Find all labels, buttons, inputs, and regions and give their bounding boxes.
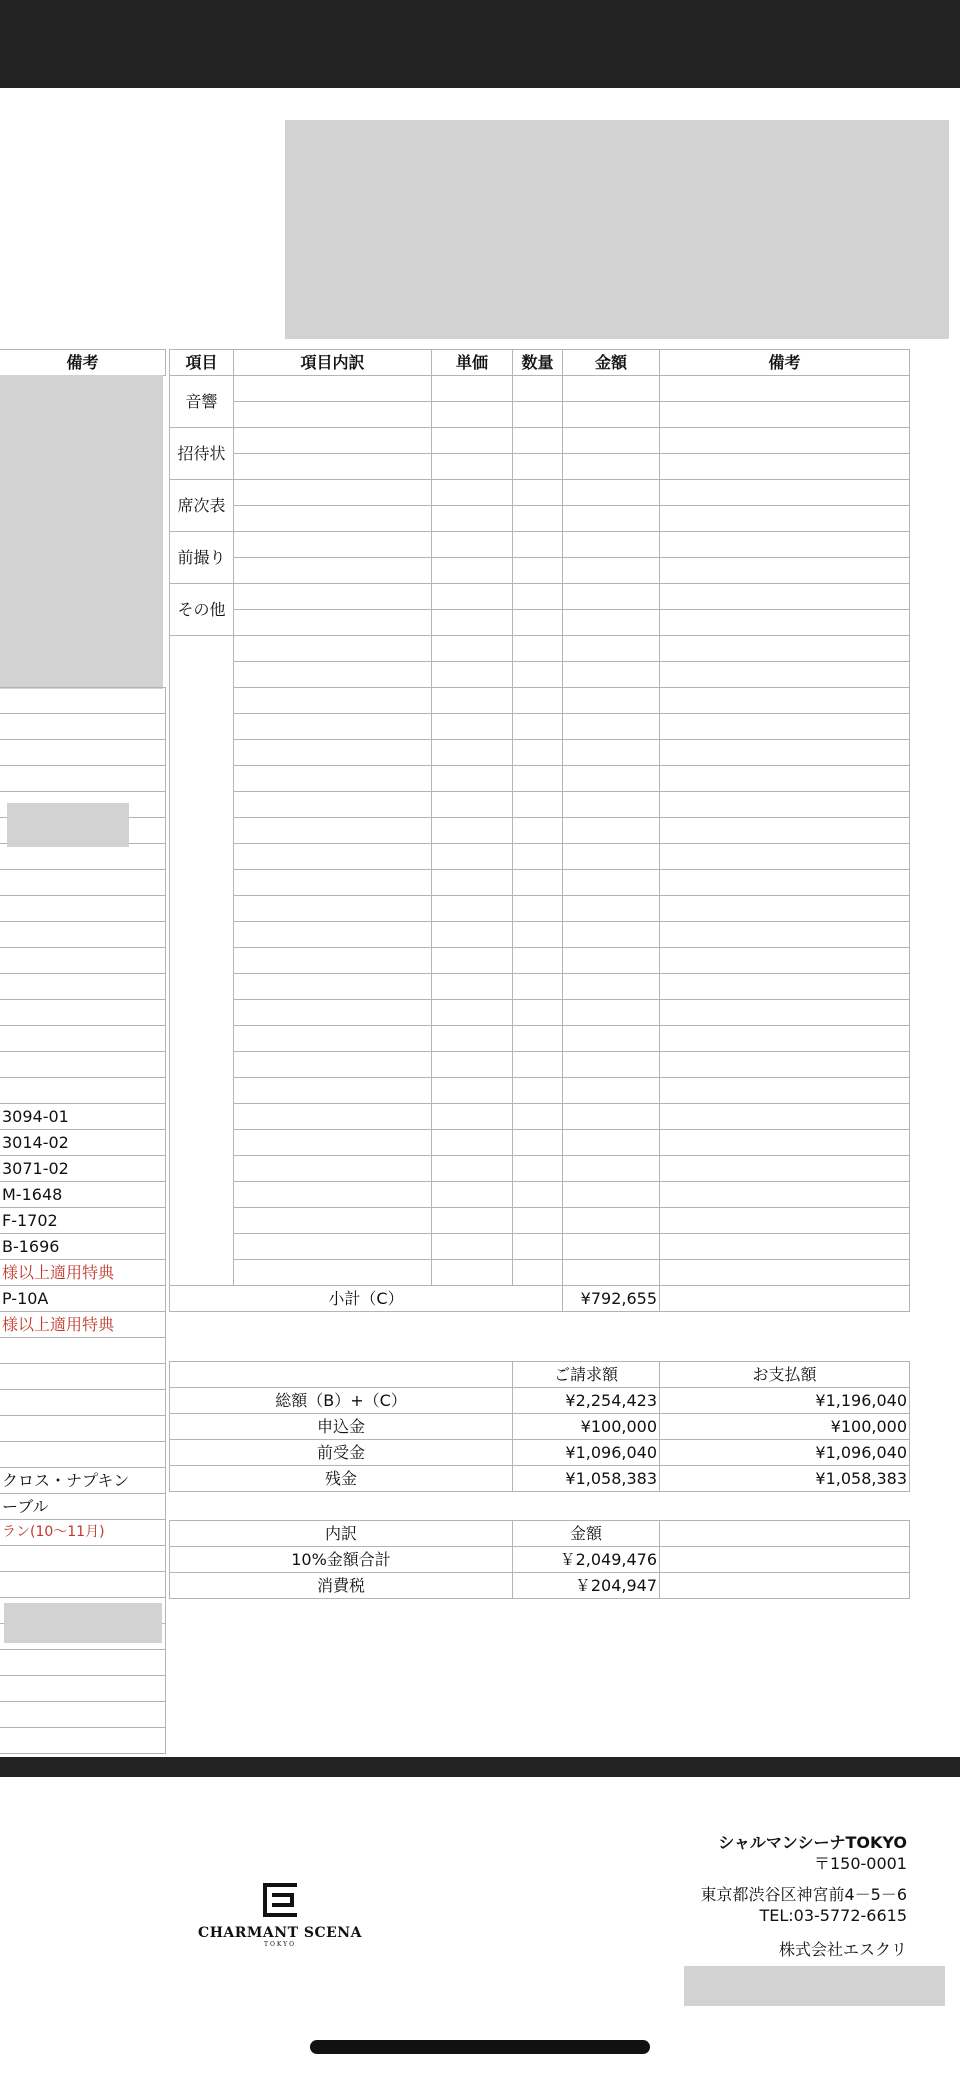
item-row [170,1052,910,1078]
summary-row [170,1388,910,1414]
left-cell [0,1728,166,1754]
left-row [0,740,166,766]
item-row [170,1104,910,1130]
left-row [0,1052,166,1078]
item-row [170,428,910,454]
left-row [0,870,166,896]
left-cell [0,974,166,1000]
redacted-left-bottom [4,1603,162,1643]
summary-billed: ¥1,096,040 [513,1440,660,1466]
left-cell: M-1648 [0,1182,166,1208]
left-cell [0,1416,166,1442]
top-bar [0,0,960,88]
left-cell [0,1702,166,1728]
left-row [0,1104,166,1130]
item-row [170,376,910,402]
item-row [170,636,910,662]
left-row [0,1702,166,1728]
summary-paid: ¥1,196,040 [660,1388,910,1414]
left-cell [0,844,166,870]
subtotal-row [170,1286,910,1312]
left-row [0,896,166,922]
left-cell: B-1696 [0,1234,166,1260]
item-row [170,714,910,740]
items-header-row [170,350,910,376]
category-cell: 前撮り [170,532,234,584]
left-cell [0,1676,166,1702]
item-row [170,870,910,896]
left-row [0,1546,166,1572]
left-row [0,1156,166,1182]
left-cell [0,688,166,714]
left-cell [0,1078,166,1104]
left-row [0,1078,166,1104]
left-row [0,1390,166,1416]
footer [0,1777,960,2079]
left-row [0,1130,166,1156]
item-row [170,948,910,974]
left-row [0,1312,166,1338]
left-cell: 様以上適用特典 [0,1312,166,1338]
brand-logo [180,1881,380,1948]
item-row [170,792,910,818]
item-row [170,1130,910,1156]
left-row [0,1182,166,1208]
item-row [170,1182,910,1208]
left-cell [0,1650,166,1676]
left-row [0,948,166,974]
tax-value: ￥2,049,476 [513,1547,660,1573]
summary-table-wrap [169,1361,910,1492]
item-row [170,1078,910,1104]
item-row [170,1026,910,1052]
telephone: TEL:03-5772-6615 [759,1906,907,1925]
summary-label: 前受金 [170,1440,513,1466]
left-row [0,1364,166,1390]
company-name: 株式会社エスクリ [778,1940,907,1959]
summary-row [170,1414,910,1440]
left-row [0,1468,166,1494]
left-cell: ーブル [0,1494,166,1520]
left-row [0,1728,166,1754]
col-header-amount: 金額 [563,350,660,376]
left-row [0,974,166,1000]
category-cell: 席次表 [170,480,234,532]
item-row [170,454,910,480]
summary-row [170,1466,910,1492]
left-cell [0,1364,166,1390]
item-row [170,1156,910,1182]
category-cell: 音響 [170,376,234,428]
left-cell [0,870,166,896]
item-row [170,818,910,844]
item-row [170,922,910,948]
left-row [0,714,166,740]
left-cell: 様以上適用特典 [0,1260,166,1286]
left-row [0,1572,166,1598]
tax-label: 10%金額合計 [170,1547,513,1573]
billed-header: ご請求額 [513,1362,660,1388]
item-row [170,584,910,610]
col-header-unit-price: 単価 [432,350,513,376]
left-cell: P-10A [0,1286,166,1312]
left-row [0,1520,166,1546]
left-cell [0,1052,166,1078]
left-cell [0,1546,166,1572]
item-row [170,844,910,870]
left-cell [0,766,166,792]
left-row [0,922,166,948]
item-row [170,558,910,584]
item-row [170,532,910,558]
items-table-wrap [169,349,910,1312]
left-cell: ラン(10〜11月) [0,1520,166,1546]
left-cell: 3014-02 [0,1130,166,1156]
col-header-item: 項目 [170,350,234,376]
summary-billed: ¥2,254,423 [513,1388,660,1414]
tax-table [169,1520,910,1599]
home-indicator [310,2040,650,2054]
venue-address-block [507,1832,907,1960]
item-row [170,896,910,922]
tax-row [170,1573,910,1599]
left-cell: F-1702 [0,1208,166,1234]
col-header-remarks: 備考 [660,350,910,376]
left-cell [0,1442,166,1468]
left-row [0,1026,166,1052]
item-row [170,402,910,428]
left-cell [0,1390,166,1416]
col-header-quantity: 数量 [513,350,563,376]
summary-label: 残金 [170,1466,513,1492]
tax-label: 消費税 [170,1573,513,1599]
item-row [170,662,910,688]
left-row [0,1000,166,1026]
summary-row [170,1440,910,1466]
item-row [170,974,910,1000]
tax-header-breakdown: 内訳 [170,1521,513,1547]
brand-logo-name: CHARMANT SCENA [198,1925,362,1941]
left-row [0,766,166,792]
item-row [170,506,910,532]
tax-value: ￥204,947 [513,1573,660,1599]
street-address: 東京都渋谷区神宮前4－5－6 [700,1885,907,1904]
item-row [170,688,910,714]
left-cell [0,740,166,766]
item-row [170,740,910,766]
left-row [0,688,166,714]
items-table [169,349,910,1312]
left-row [0,1650,166,1676]
venue-name: シャルマンシーナTOKYO [718,1833,907,1852]
summary-billed: ¥1,058,383 [513,1466,660,1492]
category-cell [170,636,234,1286]
item-row [170,610,910,636]
left-remarks-header: 備考 [0,350,166,376]
left-row [0,1442,166,1468]
left-row [0,1234,166,1260]
summary-paid: ¥1,058,383 [660,1466,910,1492]
left-row [0,1494,166,1520]
left-cell [0,922,166,948]
postal-code: 〒150-0001 [813,1854,907,1873]
item-row [170,480,910,506]
tax-row [170,1547,910,1573]
summary-paid: ¥1,096,040 [660,1440,910,1466]
col-header-detail: 項目内訳 [234,350,432,376]
left-row [0,844,166,870]
left-cell [0,1000,166,1026]
redacted-left-small [7,803,129,847]
brand-logo-sub: TOKYO [263,1941,297,1948]
left-row [0,1208,166,1234]
item-row [170,1208,910,1234]
left-cell [0,714,166,740]
subtotal-label: 小計（C） [170,1286,563,1312]
category-cell: その他 [170,584,234,636]
summary-billed: ¥100,000 [513,1414,660,1440]
left-remarks-column [0,349,166,376]
left-cell [0,896,166,922]
summary-label: 総額（B）+（C） [170,1388,513,1414]
tax-table-wrap [169,1520,910,1599]
left-row [0,1416,166,1442]
item-row [170,1260,910,1286]
category-cell: 招待状 [170,428,234,480]
left-cell [0,1026,166,1052]
summary-paid: ¥100,000 [660,1414,910,1440]
tax-header-amount: 金額 [513,1521,660,1547]
brand-logo-icon [260,1881,300,1919]
left-cell [0,1572,166,1598]
subtotal-value: ¥792,655 [563,1286,660,1312]
redacted-block-header [285,120,949,339]
left-cell: 3094-01 [0,1104,166,1130]
item-row [170,1234,910,1260]
left-cell: クロス・ナプキン [0,1468,166,1494]
footer-divider-bar [0,1757,960,1777]
redacted-footer-block [684,1966,945,2006]
left-rows [0,687,166,1754]
left-row [0,1338,166,1364]
left-row [0,1260,166,1286]
left-cell: 3071-02 [0,1156,166,1182]
item-row [170,766,910,792]
summary-label: 申込金 [170,1414,513,1440]
redacted-left-block [0,375,163,689]
left-cell [0,948,166,974]
left-row [0,1286,166,1312]
summary-table [169,1361,910,1492]
left-row [0,1676,166,1702]
left-cell [0,1338,166,1364]
paid-header: お支払額 [660,1362,910,1388]
item-row [170,1000,910,1026]
